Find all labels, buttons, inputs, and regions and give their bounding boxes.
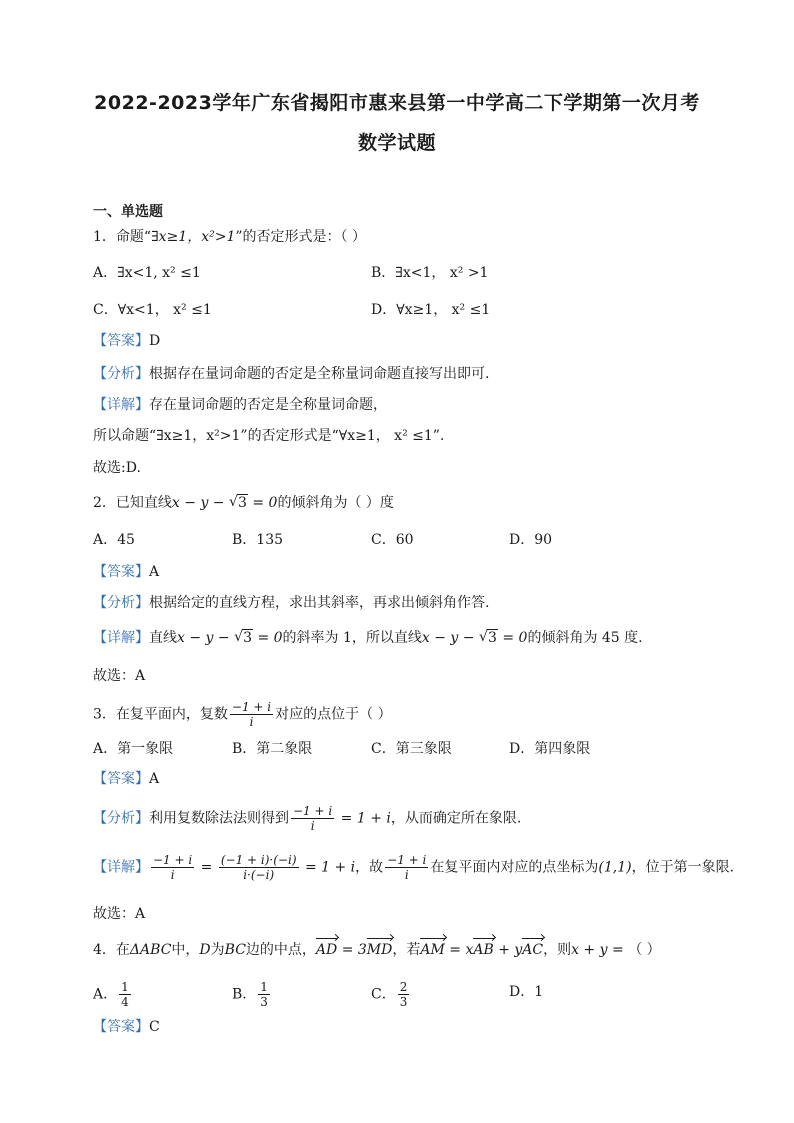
q1-stem: 1．命题“∃x≥1，x²>1”的否定形式是：（ ）	[93, 229, 366, 245]
q3-detail: 【详解】 $\frac{-1 + i}{i}$ = $\frac{(-1 + i)\cdot(-i)}{i\cdot(-i)}$ = 1 + i，故 $\frac{-1 + i}{i}$ 在复平面内对应的点坐标为(1,1)，位于第一象限.	[93, 853, 735, 882]
section-heading: 一、单选题	[93, 204, 163, 220]
q2-detail: 【详解】直线x − y − √ 3 = 0的斜率为 1，所以直线x − y − √ 3 = 0的倾斜角为 45 度.	[93, 628, 643, 648]
q2-option-d: D．90	[509, 532, 553, 548]
q1-option-c: C．∀x<1， x² ≤1	[93, 302, 212, 318]
q4-option-b: B． $\frac{1}{3}$	[232, 980, 268, 1009]
q3-option-a: A．第一象限	[93, 741, 174, 757]
q2-stem: 2．已知直线x − y − √ 3 = 0的倾斜角为（ ）度	[93, 493, 394, 513]
q4-stem: 4．在ΔABC中，D为BC边的中点，AD = 3MD，若AM = xAB + yAC，则x + y = （ ）	[93, 942, 661, 958]
q3-answer: 【答案】A	[93, 771, 160, 787]
q3-option-b: B．第二象限	[232, 741, 313, 757]
q2-option-a: A．45	[93, 532, 135, 548]
q3-option-c: C．第三象限	[371, 741, 452, 757]
q2-analysis: 【分析】根据给定的直线方程，求出其斜率，再求出倾斜角作答.	[93, 595, 490, 611]
q3-option-d: D．第四象限	[509, 741, 591, 757]
q2-conclusion: 故选：A	[93, 668, 146, 684]
q2-option-c: C．60	[371, 532, 414, 548]
q1-answer: 【答案】D	[93, 333, 161, 349]
q4-option-a: A． $\frac{1}{4}$	[93, 980, 129, 1009]
q3-analysis: 【分析】利用复数除法法则得到 $\frac{-1 + i}{i}$ = 1 + i，从而确定所在象限.	[93, 804, 522, 833]
q1-detail-2: 所以命题“∃x≥1，x²>1”的否定形式是“∀x≥1， x² ≤1”.	[93, 428, 445, 444]
q2-option-b: B．135	[232, 532, 284, 548]
q2-answer: 【答案】A	[93, 564, 160, 580]
page-title: 2022-2023学年广东省揭阳市惠来县第一中学高二下学期第一次月考	[94, 92, 700, 114]
q1-option-d: D．∀x≥1， x² ≤1	[371, 302, 491, 318]
q4-option-d: D．1	[509, 984, 544, 1000]
q3-conclusion: 故选：A	[93, 906, 146, 922]
q1-conclusion: 故选:D.	[93, 460, 141, 476]
q4-answer: 【答案】C	[93, 1019, 160, 1035]
q1-option-b: B．∃x<1， x² >1	[371, 265, 489, 281]
q1-detail-1: 【详解】存在量词命题的否定是全称量词命题，	[93, 397, 387, 413]
q4-option-c: C． $\frac{2}{3}$	[371, 980, 408, 1009]
q1-option-a: A．∃x<1, x² ≤1	[93, 265, 201, 281]
q3-stem: 3．在复平面内，复数 $\frac{-1 + i}{i}$ 对应的点位于（ ）	[93, 700, 392, 729]
page-subtitle: 数学试题	[357, 132, 436, 154]
q1-analysis: 【分析】根据存在量词命题的否定是全称量词命题直接写出即可.	[93, 366, 490, 382]
